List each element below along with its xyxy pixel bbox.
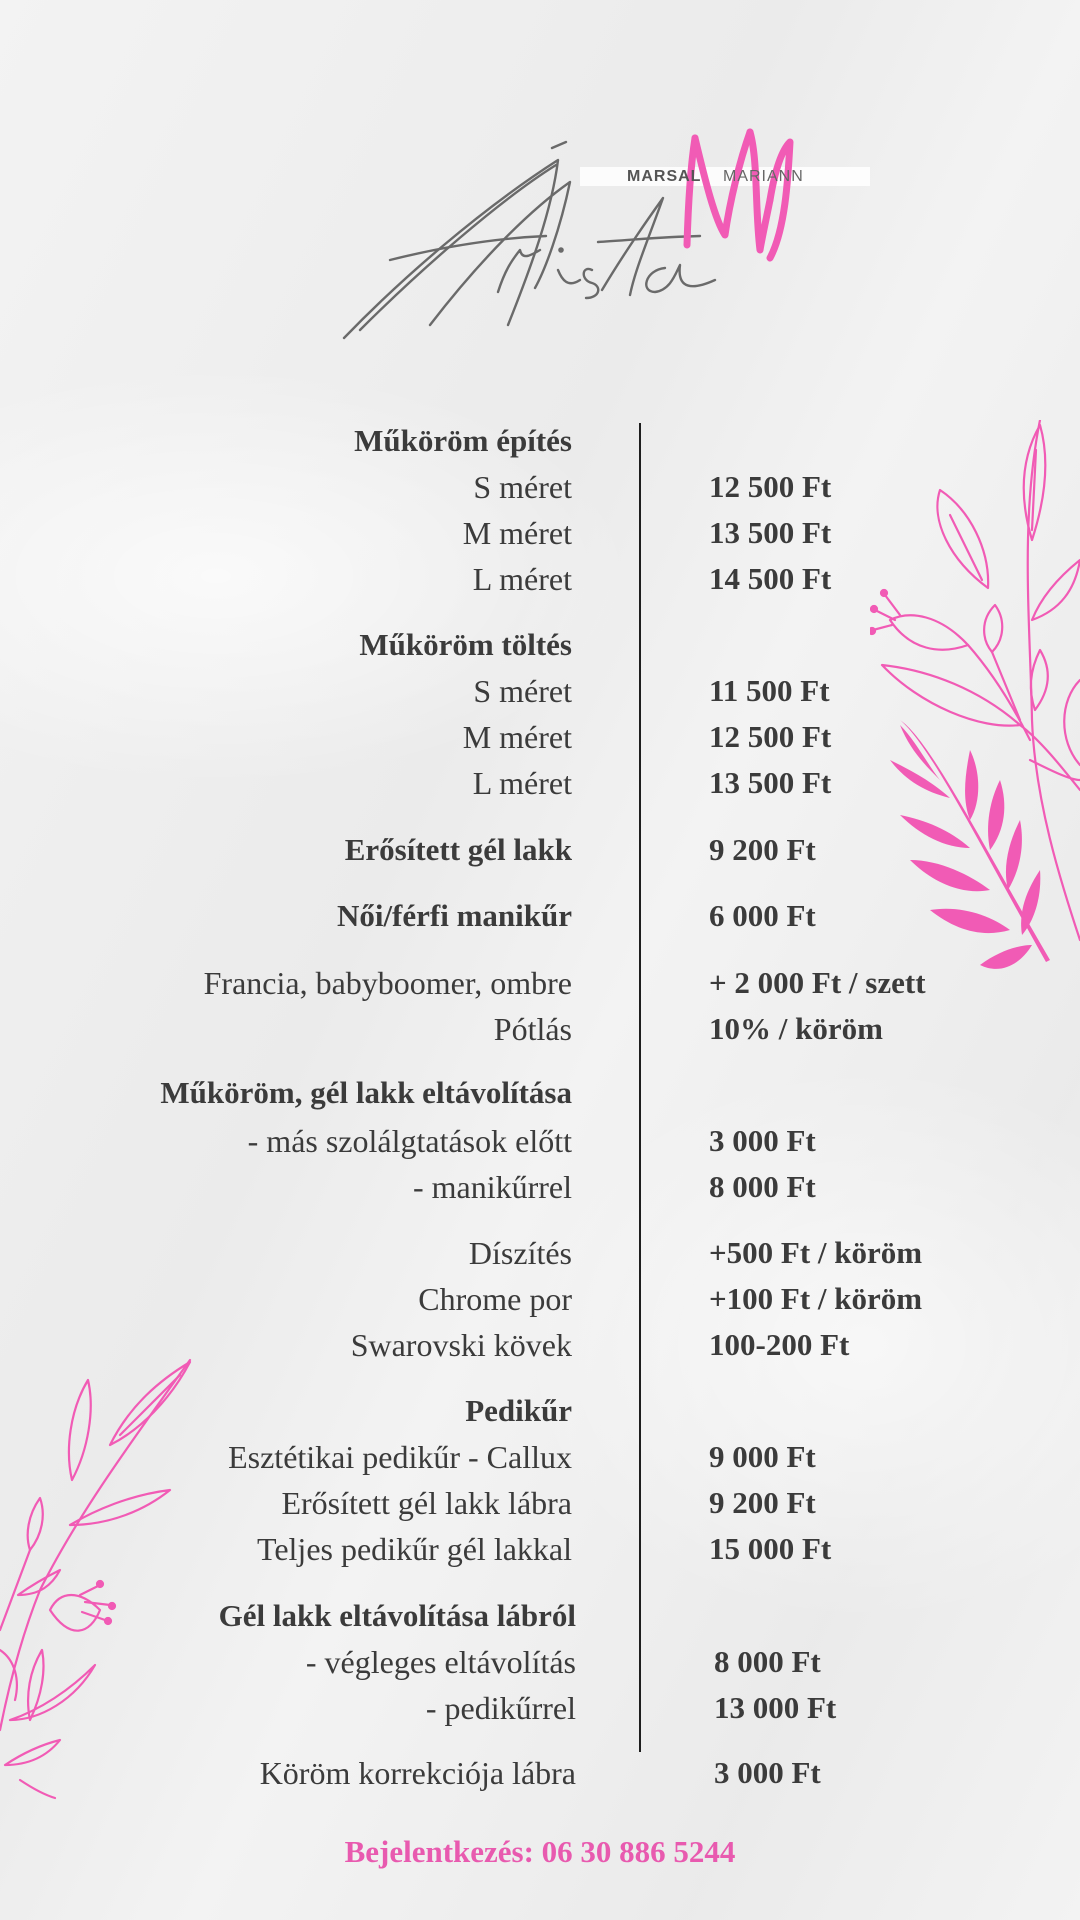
service-label: S méret xyxy=(473,469,572,505)
price-row xyxy=(0,1325,1080,1365)
service-label: Esztétikai pedikűr - Callux xyxy=(228,1439,572,1475)
service-label: M méret xyxy=(462,719,572,755)
service-label: Teljes pedikűr gél lakkal xyxy=(257,1531,572,1567)
price-row xyxy=(0,763,1080,803)
service-price: +500 Ft / köröm xyxy=(709,1235,923,1270)
service-label: - manikűrrel xyxy=(412,1169,572,1205)
service-label: - végleges eltávolítás xyxy=(305,1644,576,1680)
service-price: 12 500 Ft xyxy=(709,719,832,754)
service-label: - más szolálgtatások előtt xyxy=(247,1123,572,1159)
brand-last-name: MARIANN xyxy=(723,168,804,185)
price-section-row xyxy=(0,625,1080,665)
service-price: 3 000 Ft xyxy=(714,1755,821,1790)
service-label: Chrome por xyxy=(418,1281,572,1317)
service-price: 13 000 Ft xyxy=(714,1690,837,1725)
service-price: 14 500 Ft xyxy=(709,561,832,596)
service-price: +100 Ft / köröm xyxy=(709,1281,923,1316)
brand-first-name: MARSAL xyxy=(627,168,702,185)
service-price: 8 000 Ft xyxy=(714,1644,821,1679)
service-label: Francia, babyboomer, ombre xyxy=(203,965,572,1001)
price-row xyxy=(0,467,1080,507)
price-row xyxy=(0,1529,1080,1569)
section-heading: Pedikűr xyxy=(465,1393,572,1428)
service-price: 6 000 Ft xyxy=(709,898,816,933)
price-row xyxy=(0,963,1080,1003)
price-row xyxy=(0,717,1080,757)
price-row xyxy=(0,513,1080,553)
service-label: S méret xyxy=(473,673,572,709)
service-label: Swarovski kövek xyxy=(350,1327,572,1363)
price-section-row xyxy=(0,1073,1080,1113)
price-section-row xyxy=(0,896,1080,936)
service-price: 12 500 Ft xyxy=(709,469,832,504)
section-heading: Erősített gél lakk xyxy=(344,832,572,867)
logo xyxy=(330,120,890,360)
price-row xyxy=(0,1642,1080,1682)
service-label: L méret xyxy=(472,561,572,597)
service-price: 11 500 Ft xyxy=(709,673,830,708)
price-section-row xyxy=(0,830,1080,870)
service-price: 9 200 Ft xyxy=(709,832,816,867)
service-price: 3 000 Ft xyxy=(709,1123,816,1158)
section-heading: Műköröm, gél lakk eltávolítása xyxy=(160,1075,572,1110)
monogram-m-icon xyxy=(687,132,790,258)
price-row xyxy=(0,1437,1080,1477)
price-row xyxy=(0,1279,1080,1319)
section-heading: Női/férfi manikűr xyxy=(336,898,572,933)
service-label: - pedikűrrel xyxy=(425,1690,576,1726)
service-label: L méret xyxy=(472,765,572,801)
price-row xyxy=(0,1483,1080,1523)
price-row xyxy=(0,1233,1080,1273)
service-price: 13 500 Ft xyxy=(709,515,832,550)
price-section-row xyxy=(0,1391,1080,1431)
price-row xyxy=(0,559,1080,599)
service-price: 8 000 Ft xyxy=(709,1169,816,1204)
section-heading: Műköröm töltés xyxy=(359,627,572,662)
service-price: + 2 000 Ft / szett xyxy=(709,965,926,1000)
service-price: 13 500 Ft xyxy=(709,765,832,800)
arlista-script-title-icon xyxy=(330,120,890,360)
section-heading: Gél lakk eltávolítása lábról xyxy=(218,1598,576,1633)
service-price: 100-200 Ft xyxy=(709,1327,850,1362)
service-label: M méret xyxy=(462,515,572,551)
service-label: Erősített gél lakk lábra xyxy=(281,1485,572,1521)
price-row xyxy=(0,1688,1080,1728)
service-price: 9 000 Ft xyxy=(709,1439,816,1474)
service-price: 10% / köröm xyxy=(709,1011,883,1046)
service-price: 15 000 Ft xyxy=(709,1531,832,1566)
service-label: Pótlás xyxy=(493,1011,572,1047)
service-price: 9 200 Ft xyxy=(709,1485,816,1520)
price-section-row xyxy=(0,1596,1080,1636)
price-section-row xyxy=(0,421,1080,461)
section-heading: Műköröm építés xyxy=(354,423,572,458)
price-row xyxy=(0,1121,1080,1161)
service-label: Díszítés xyxy=(468,1235,572,1271)
price-row xyxy=(0,1753,1080,1793)
price-row xyxy=(0,1167,1080,1207)
price-row xyxy=(0,671,1080,711)
service-label: Köröm korrekciója lábra xyxy=(259,1755,576,1791)
booking-phone: Bejelentkezés: 06 30 886 5244 xyxy=(344,1834,736,1869)
price-row xyxy=(0,1009,1080,1049)
